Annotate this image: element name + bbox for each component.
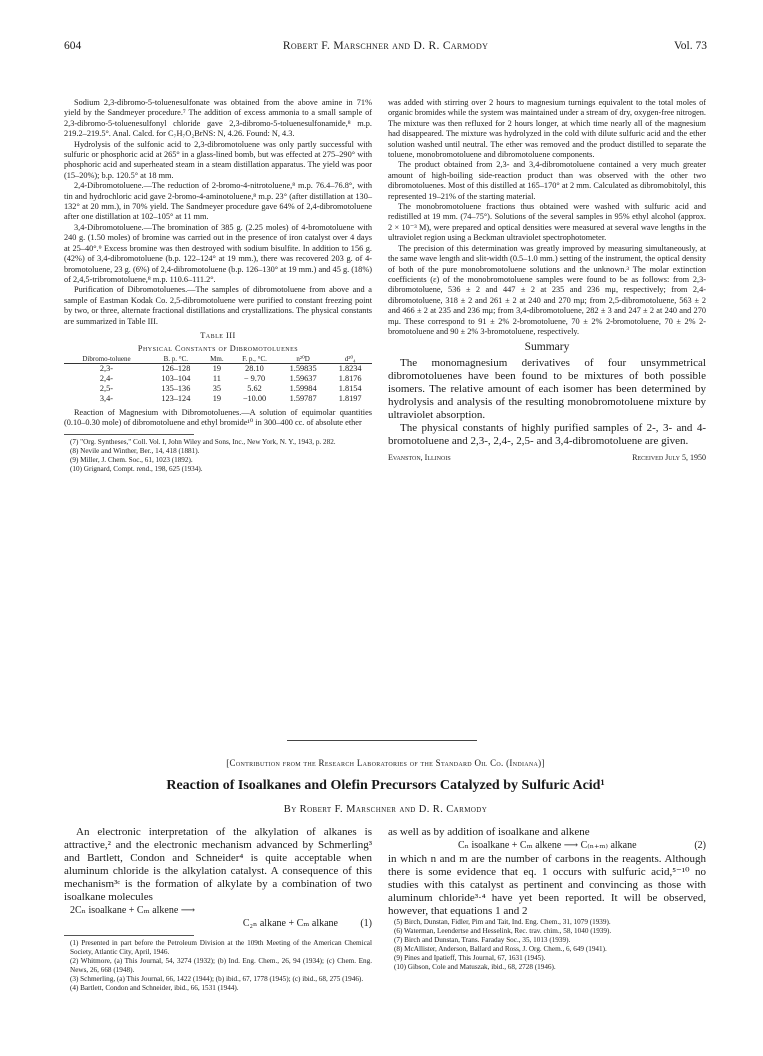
table-cell: 19	[212, 393, 222, 403]
footnote: (1) Presented in part before the Petroleum Division at the 109th Meeting of the American Chemical Society, Atlantic City, April, 1946.	[70, 939, 372, 956]
article2-right-column	[388, 826, 706, 972]
equation-2-number: (2)	[694, 840, 706, 851]
volume-number: Vol. 73	[673, 40, 707, 52]
physical-constants-table	[64, 355, 372, 404]
footnote-rule	[64, 434, 194, 435]
paragraph: The product obtained from 2,3- and 3,4-dibromotoluene contained a very much greater amount of high-boiling side-reaction product than was observed with the other two dibromotoluenes. Most of this distilled at 165–170° at 2 mm. Calculated as dibromobitolyl, this represented 19–21% of the starting material.	[388, 160, 706, 201]
paragraph: as well as by addition of isoalkane and alkene	[388, 826, 590, 838]
footnote-rule	[64, 935, 194, 936]
table-cell: 1.59637	[289, 373, 317, 383]
table-cell: 3,4-	[99, 393, 114, 403]
contribution-line: [Contribution from the Research Laboratories of the Standard Oil Co. (Indiana)]	[226, 758, 545, 768]
table-cell: 1.59984	[289, 383, 317, 393]
table-cell: 1.8176	[338, 373, 362, 383]
footnote: (3) Schmerling, (a) This Journal, 66, 1422 (1944); (b) ibid., 67, 1778 (1945); (c) ibid., 68, 275 (1946).	[70, 975, 364, 983]
table-cell: 1.59787	[289, 393, 317, 403]
table-cell: − 9.70	[243, 373, 266, 383]
equation-1-line-b: C₂ₙ alkane + Cₘ alkane	[242, 918, 338, 929]
table-row	[64, 394, 372, 404]
table-cell: 1.59835	[289, 363, 317, 373]
table-cell: 28.10	[245, 363, 264, 373]
table-cell: 103–104	[161, 373, 191, 383]
table-header: d²⁰₄	[328, 355, 372, 364]
table-cell: 2,3-	[99, 363, 114, 373]
place: Evanston, Illinois	[388, 453, 451, 463]
article2-left-column	[64, 826, 372, 993]
table-cell: 11	[212, 373, 221, 383]
table-header: B. p. °C.	[149, 355, 203, 364]
table-cell: 1.8154	[338, 383, 362, 393]
table-cell: 123–124	[161, 393, 191, 403]
table-cell: 5.62	[247, 383, 262, 393]
footnote: (8) Nevile and Winther, Ber., 14, 418 (1881).	[70, 446, 200, 455]
footnote: (8) McAllister, Anderson, Ballard and Ross, J. Org. Chem., 6, 649 (1941).	[394, 945, 607, 953]
paragraph: in which n and m are the number of carbons in the reagents. Although there is some evidence that eq. 1 occurs with sulfuric acid,⁵⁻¹⁰ no studies with this catalyst as pertinent and convincing as those with aluminum chloride³·⁴ have yet been reported. It will be observed, however, that equations 1 and 2	[388, 853, 706, 917]
footnote: (10) Gibson, Cole and Matuszak, ibid., 68, 2728 (1946).	[394, 963, 556, 971]
footnote: (9) Miller, J. Chem. Soc., 61, 1023 (1892).	[70, 455, 193, 464]
table-header: Mm.	[203, 355, 231, 364]
paragraph: Sodium 2,3-dibromo-5-toluenesulfonate was obtained from the above amine in 71% yield by the Sandmeyer procedure.⁷ The addition of excess ammonia to a small sample of 2,3-dibromo-5-toluenesulfonyl chloride gave 2,3-dibromo-5-toluenesulfonamide,⁸ m.p. 219.2–219.5°. Anal. Calcd. for C₇H₇O₂BrNS: N, 4.26. Found: N, 4.3.	[64, 98, 372, 139]
table-cell: 2,5-	[99, 383, 114, 393]
paragraph: The monobromotoluene fractions thus obtained were washed with sulfuric acid and redistilled at 19 mm. (74–75°). Solutions of the several samples in 95% ethyl alcohol (approx. 2 × 10⁻³ M), were prepared and optical densities were measured at several wave lengths in the ultraviolet region using a Beckman ultraviolet spectrophotometer.	[388, 202, 706, 243]
table-cell: 126–128	[161, 363, 191, 373]
paragraph: Purification of Dibromotoluenes.—The samples of dibromotoluene from above and a sample of Eastman Kodak Co. 2,5-dibromotoluene were purified to constant freezing point by two, or three, alternate fractional distillations and crystallizations. The physical constants are summarized in Table III.	[64, 285, 372, 326]
right-column	[388, 98, 706, 465]
running-header	[64, 40, 707, 56]
paragraph: was added with stirring over 2 hours to magnesium turnings equivalent to the total moles of organic bromides while the system was maintained under a stream of dry, oxygen-free nitrogen. The mixture was then refluxed for 2 hours longer, at which time nearly all of the magnesium had disappeared. The mixture was hydrolyzed in the cold with dilute sulfuric acid and the ether solution washed until neutral. The ether was removed and the product distilled to separate the toluene, monobromotoluene and dibromotoluene components.	[388, 98, 706, 160]
footnote: (5) Birch, Dunstan, Fidler, Pim and Tait, Ind. Eng. Chem., 31, 1079 (1939).	[394, 918, 611, 926]
summary-heading: Summary	[524, 341, 570, 354]
summary-paragraph: The physical constants of highly purified samples of 2-, 3- and 4-bromotoluene and 2,3-, 2,4-, 2,5- and 3,4-dibromotoluene are given.	[388, 422, 706, 448]
paragraph: An electronic interpretation of the alkylation of alkanes is attractive,² and the electronic mechanism advanced by Schmerling³ and Bartlett, Condon and Schneider⁴ is quite acceptable when aluminum chloride is the alkylation catalyst. A consequence of this mechanism³ᶜ is the formation of alkylate by a combination of two isoalkane molecules	[64, 826, 372, 903]
footnote: (4) Bartlett, Condon and Schneider, ibid., 66, 1531 (1944).	[70, 984, 239, 992]
equation-1-line-a: 2Cₙ isoalkane + Cₘ alkene ⟶	[70, 905, 196, 916]
article-divider	[287, 740, 477, 741]
table-cell: 1.8234	[338, 363, 362, 373]
table-row	[64, 363, 372, 374]
article-byline: By Robert F. Marschner and D. R. Carmody	[283, 804, 488, 815]
footnote: (7) Birch and Dunstan, Trans. Faraday Soc., 35, 1013 (1939).	[394, 936, 571, 944]
table-cell: 19	[212, 363, 222, 373]
page-number: 604	[64, 40, 82, 52]
table-cell: 2,4-	[99, 373, 114, 383]
table-caption: Physical Constants of Dibromotoluenes	[137, 343, 299, 353]
summary-paragraph: The monomagnesium derivatives of four unsymmetrical dibromotoluenes have been found to be mixtures of both possible isomers. The relative amount of each isomer has been determined by hydrolysis and analysis of the resulting monobromotoluene mixture by ultraviolet absorption.	[388, 357, 706, 422]
equation-2	[388, 839, 706, 853]
paragraph: 3,4-Dibromotoluene.—The bromination of 385 g. (2.25 moles) of 4-bromotoluene with 240 g. (1.50 moles) of bromine was carried out in the presence of iron catalyst over 4 days at 25–40°.⁹ Excess bromine was then destroyed with sodium bisulfite. In addition to 156 g. (42%) of 3,4-dibromotoluene (b.p. 122–124° at 19 mm.), there was recovered 203 g. of 4-bromotoluene, 23 g. (6%) of 2,4-dibromotoluene (b.p. 126–130° at 19 mm.) and 45 g. (18%) of 2,4,5-tribromotoluene,⁸ m.p. 110.6–111.2°.	[64, 222, 372, 284]
table-cell: 135–136	[161, 383, 191, 393]
article-title: Reaction of Isoalkanes and Olefin Precursors Catalyzed by Sulfuric Acid¹	[166, 778, 605, 793]
table-header: Dibromo-toluene	[64, 355, 149, 364]
equation-1-number: (1)	[360, 918, 372, 929]
paragraph: Hydrolysis of the sulfonic acid to 2,3-dibromotoluene was only partly successful with sulfuric or phosphoric acid at 265° in a glass-lined bomb, but was effected at 275–290° with phosphoric acid and superheated steam in a steam distillation apparatus. The yield was poor (15–20%); b.p. 120.5° at 18 mm.	[64, 139, 372, 180]
table-row	[64, 384, 372, 394]
footnote: (10) Grignard, Compt. rend., 198, 625 (1934).	[70, 464, 203, 473]
footnote: (6) Waterman, Leendertse and Hesselink, Rec. trav. chim., 58, 1040 (1939).	[394, 927, 612, 935]
left-column	[64, 98, 372, 474]
received-date: Received July 5, 1950	[632, 453, 706, 463]
equation-2-body: Cₙ isoalkane + Cₘ alkene ⟶ C₍ₙ₊ₘ₎ alkane	[458, 840, 637, 851]
table-header: F. p., °C.	[231, 355, 278, 364]
table-label: Table III	[200, 330, 236, 340]
table-cell: 1.8197	[338, 393, 362, 403]
table-header: n²⁰D	[278, 355, 328, 364]
paragraph: Reaction of Magnesium with Dibromotoluenes.—A solution of equimolar quantities (0.10–0.30 mole) of dibromotoluene and ethyl bromide¹⁰ in 300–400 cc. of absolute ether	[64, 407, 372, 428]
table-row	[64, 374, 372, 384]
running-head-authors: Robert F. Marschner and D. R. Carmody	[282, 40, 489, 52]
table-cell: 35	[212, 383, 222, 393]
footnote: (2) Whitmore, (a) This Journal, 54, 3274 (1932); (b) Ind. Eng. Chem., 26, 94 (1934); (c) Chem. Eng. News, 26, 668 (1948).	[70, 957, 372, 974]
paragraph: The precision of this determination was greatly improved by measuring simultaneously, at the same wave length and slit-width (0.5–1.0 mm.) setting of the instrument, the optical density of both of the pure monobromotoluene solutions and the unknown.³ The molar extinction coefficients (ε) of the monobromotoluene samples were found to be as follows: from 2,3-dibromotoluene, 536 ± 2 and 447 ± 2 at 235 and 236 mμ, respectively; from 2,4-dibromotoluene, 318 ± 2 and 261 ± 2 at 240 and 270 mμ; from 2,5-dibromotoluene, 563 ± 2 and 466 ± 2 at 235 and 236 mμ; from 3,4-dibromotoluene, 282 ± 3 and 247 ± 2 at 240 and 270 mμ. These correspond to 91 ± 2% 2-bromotoluene, 70 ± 2% 2-bromotoluene, 70 ± 2% 2-bromotoluene and 90 ± 2% 3-bromotoluene, respectively.	[388, 243, 706, 336]
footnote: (7) "Org. Syntheses," Coll. Vol. I, John Wiley and Sons, Inc., New York, N. Y., 1943, p. 282.	[70, 437, 336, 446]
footnote: (9) Pines and Ipatieff, This Journal, 67, 1631 (1945).	[394, 954, 546, 962]
signature-line	[388, 453, 706, 465]
table-cell: −10.00	[242, 393, 267, 403]
paragraph: 2,4-Dibromotoluene.—The reduction of 2-bromo-4-nitrotoluene,⁸ m.p. 76.4–76.8°, with tin and hydrochloric acid gave 2-bromo-4-aminotoluene,⁸ m.p. 23° (after distillation at 130–132° at 20 mm.), in 70% yield. The Sandmeyer procedure gave 64% of 2,4-dibromotoluene after one distillation at 102–105° at 11 mm.	[64, 181, 372, 222]
equation-1	[64, 917, 372, 930]
